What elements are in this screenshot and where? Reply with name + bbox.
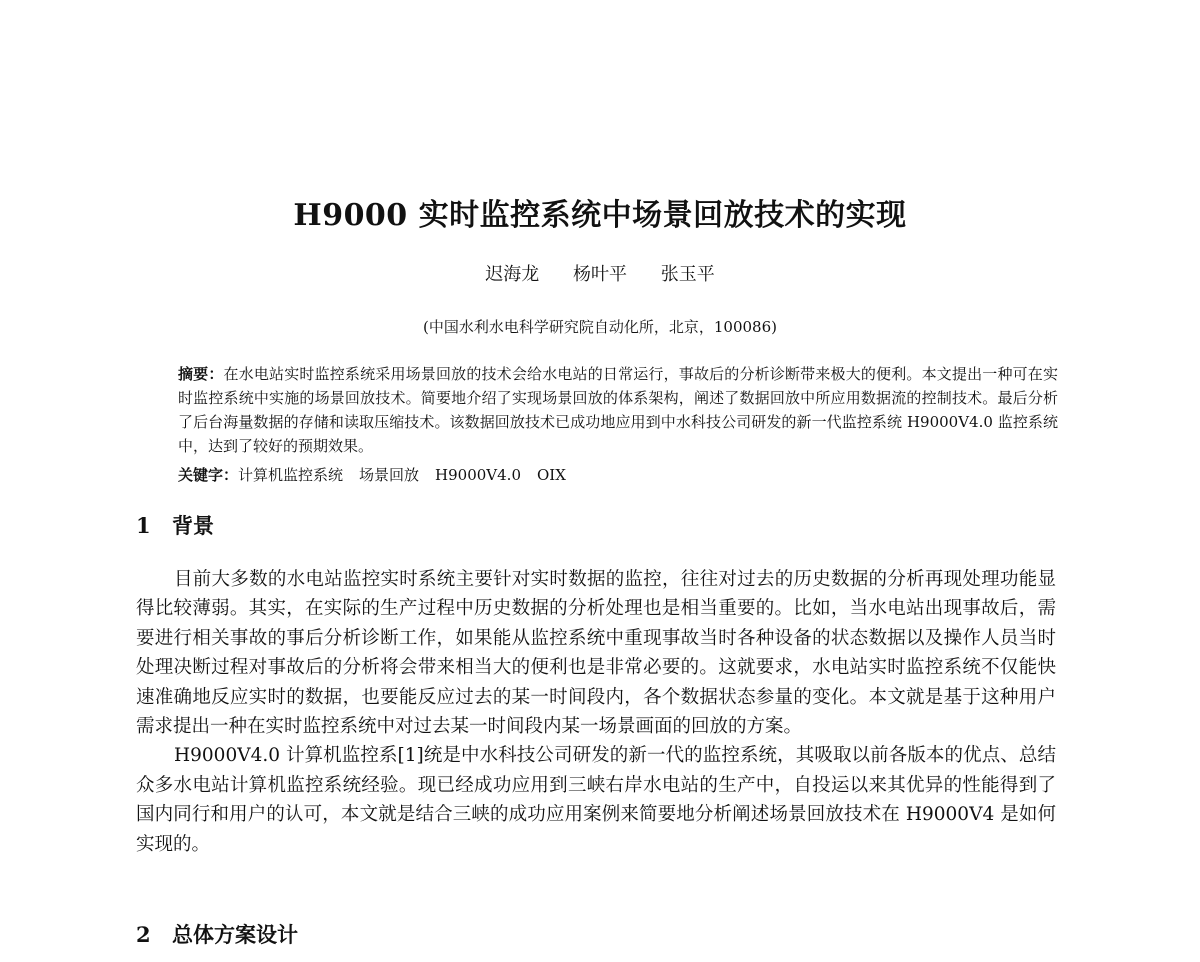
abstract-text: 在水电站实时监控系统采用场景回放的技术会给水电站的日常运行，事故后的分析诊断带来极大的便利。本文提出一种可在实时监控系统中实施的场景回放技术。简要地介绍了实现场景回放的体系架构，阐述了数据回放中所应用数据流的控制技术。最后分析了后台海量数据的存储和读取压缩技术。该数据回放技术已成功地应用到中水科技公司研发的新一代监控系统 H9000V4.0 监控系统中，达到了较好的预期效果。: [178, 365, 1058, 455]
section-body: [136, 565, 1056, 859]
paragraph: H9000V4.0 计算机监控系[1]统是中水科技公司研发的新一代的监控系统，其吸取以前各版本的优点、总结众多水电站计算机监控系统经验。现已经成功应用到三峡右岸水电站的生产中，自投运以来其优异的性能得到了国内同行和用户的认可，本文就是结合三峡的成功应用案例来简要地分析阐述场景回放技术在 H9000V4 是如何实现的。: [136, 745, 1056, 855]
abstract: [178, 362, 1058, 458]
section-heading: [136, 921, 298, 949]
section-title: 背景: [172, 513, 214, 538]
keyword: 计算机监控系统: [238, 466, 344, 484]
author-name: 张玉平: [660, 264, 715, 285]
keyword: OIX: [537, 466, 566, 484]
section-title: 总体方案设计: [172, 922, 298, 947]
keywords: [178, 463, 1058, 487]
abstract-label: 摘要：: [178, 365, 224, 383]
affiliation: (中国水利水电科学研究院自动化所，北京，100086): [423, 318, 777, 336]
author-name: 迟海龙: [485, 264, 540, 285]
author-list: [0, 262, 1200, 288]
paper-title: H9000 实时监控系统中场景回放技术的实现: [293, 198, 907, 233]
paragraph: 目前大多数的水电站监控实时系统主要针对实时数据的监控，往往对过去的历史数据的分析再现处理功能显得比较薄弱。其实，在实际的生产过程中历史数据的分析处理也是相当重要的。比如，当水电站出现事故后，需要进行相关事故的事后分析诊断工作，如果能从监控系统中重现事故当时各种设备的状态数据以及操作人员当时处理决断过程对事故后的分析将会带来相当大的便利也是非常必要的。这就要求，水电站实时监控系统不仅能快速准确地反应实时的数据，也要能反应过去的某一时间段内，各个数据状态参量的变化。本文就是基于这种用户需求提出一种在实时监控系统中对过去某一时间段内某一场景画面的回放的方案。: [136, 569, 1056, 738]
keyword: 场景回放: [359, 466, 420, 484]
section-heading: [136, 512, 214, 540]
keyword: H9000V4.0: [435, 466, 521, 484]
author-name: 杨叶平: [573, 264, 627, 285]
keywords-label: 关键字：: [178, 466, 239, 484]
section-number: 1: [136, 513, 151, 538]
section-number: 2: [136, 922, 151, 947]
